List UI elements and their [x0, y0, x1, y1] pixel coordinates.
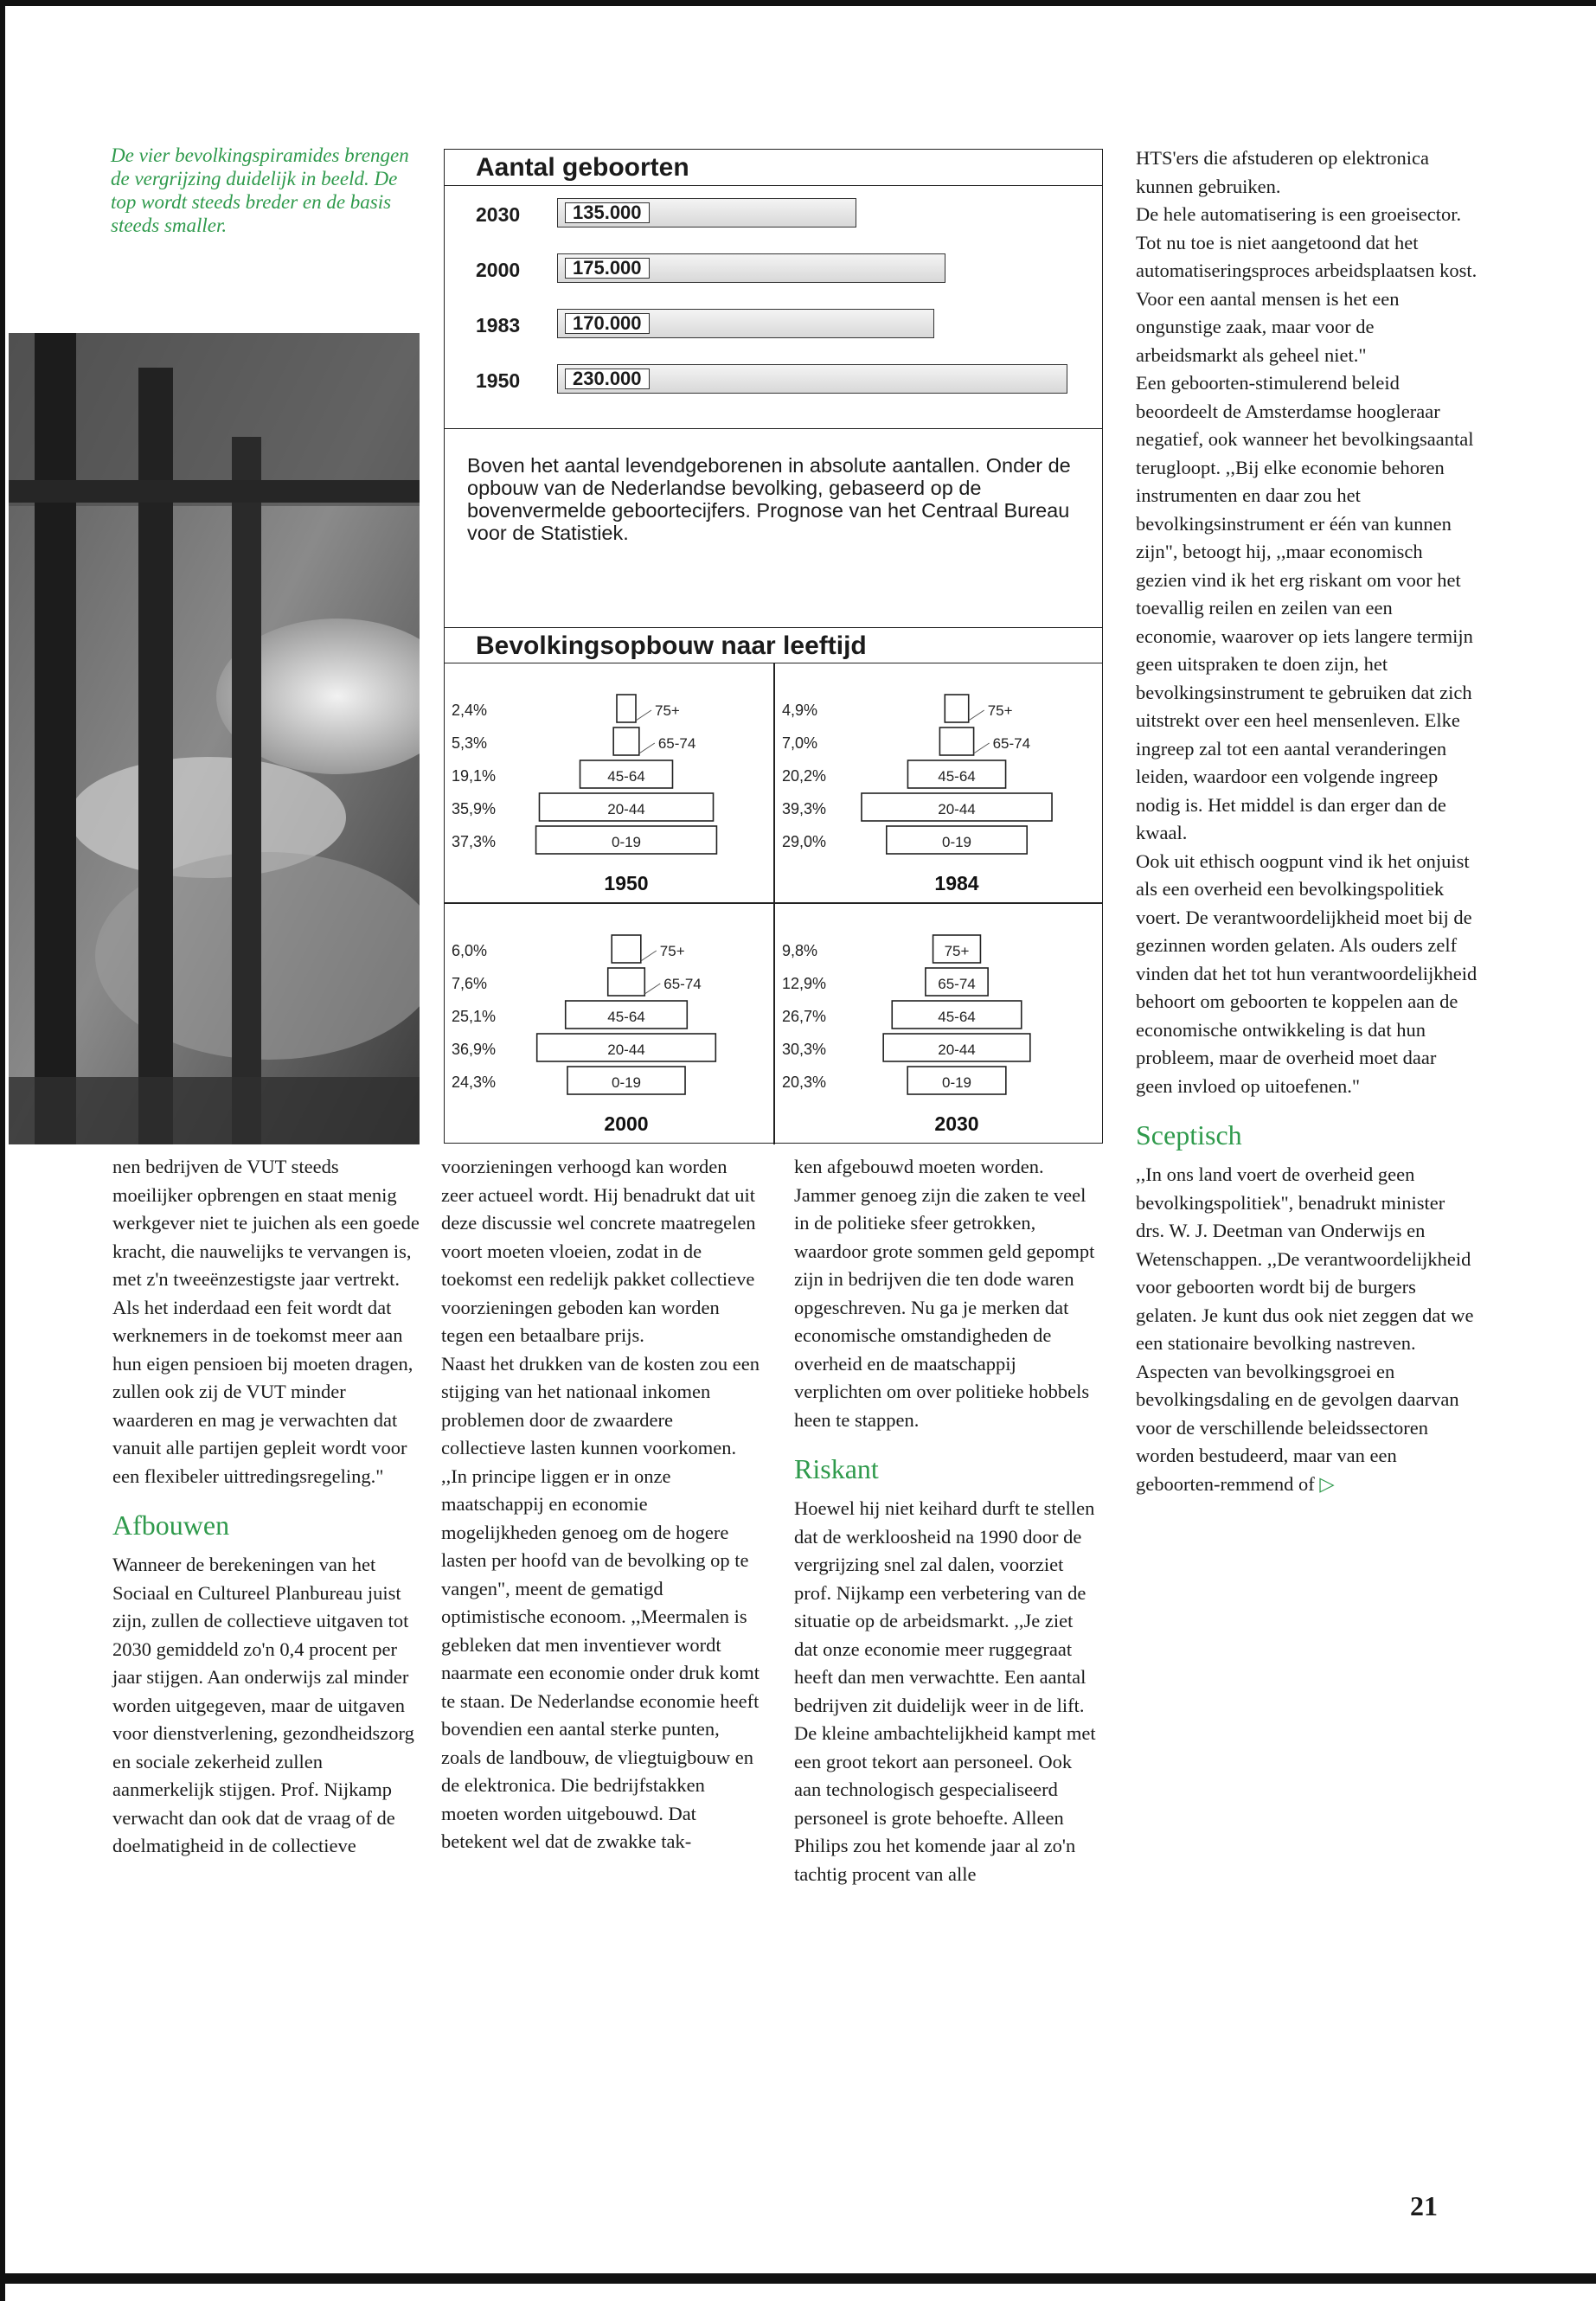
body-paragraph: Hoewel hij niet keihard durft te stellen dat de werkloosheid na 1990 door de vergrijzing snel zal dalen, voorziet prof. Nijkamp een verbetering van de situatie op de arbeidsmarkt. ,,Je ziet dat onze economie meer ruggegraat heeft dan men verwachtte. Een aantal bedrijven zit duidelijk weer in de lift. De kleine ambachtelijkheid kampt met een groot tekort aan personeel. Ook aan technologisch gespecialiseerd personeel is grote behoefte. Alleen Philips zou het komende jaar al zo'n tachtig procent van alle	[794, 1497, 1096, 1885]
pyramid-age-label: 20-44	[938, 1042, 976, 1058]
pyramid-percent-label: 35,9%	[452, 800, 497, 817]
pyramid-percent-label: 4,9%	[782, 702, 818, 719]
body-paragraph: Naast het drukken van de kosten zou een stijging van het nationaal inkomen problemen door de zwaardere collectieve lasten kunnen voorkomen. ,,In principe liggen er in onze maatschappij en economie mogelijkheden genoeg om de hogere lasten per hoofd van de bevolking op te vangen", meent de gematigd optimistische econoom. ,,Meermalen is gebleken dat men inventiever wordt naarmate een economie onder druk komt te staan. De Nederlandse economie heeft bovendien een aantal sterke punten, zoals de landbouw, de vliegtuigbouw en de elektronica. Die bedrijfstakken moeten worden uitgebouwd. Dat betekent wel dat de zwakke tak-	[441, 1352, 760, 1852]
pyramid-bar	[612, 935, 641, 963]
pyramid-bar	[608, 968, 645, 996]
birth-row	[445, 198, 1102, 236]
pyramid-bar	[945, 695, 968, 722]
pyramid-svg	[445, 663, 773, 902]
photo-caption: De vier bevolkingspiramides brengen de vergrijzing duidelijk in beeld. De top wordt steeds breder en de basis steeds smaller.	[111, 144, 409, 236]
birth-year-label: 1950	[476, 369, 521, 392]
page-border-bottom	[0, 2273, 1596, 2284]
pyramid-bar	[617, 695, 636, 722]
birth-value-label: 230.000	[565, 369, 650, 389]
pyramid-age-label: 0-19	[611, 1074, 642, 1091]
pyramid-year-label: 1950	[604, 872, 649, 894]
pyramid-label-leader	[969, 710, 984, 721]
pyramid-label-leader	[641, 951, 657, 961]
pyramid-age-label: 75+	[944, 943, 970, 959]
birth-bar	[557, 309, 934, 338]
body-paragraph: ken afgebouwd moeten worden. Jammer genoeg zijn die zaken te veel in de politieke sfeer getrokken, waardoor grote sommen geld gepompt zijn in bedrijven die ten dode waren opgeschreven. Nu ga je merken dat economische omstandigheden de overheid en de maatschappij verplichten om over politieke hobbels heen te stappen.	[794, 1156, 1095, 1431]
pyramid-age-label: 65-74	[657, 735, 696, 752]
body-paragraph: nen bedrijven de VUT steeds moeilijker opbrengen en staat menig werkgever niet te juichen als een goede kracht, die nauwelijks te vervangen is, met z'n tweeënzestigste jaar vertrekt. Als het inderdaad een feit wordt dat werknemers in de toekomst meer aan hun eigen pensioen bij moeten dragen, zullen ook zij de VUT minder waarderen en mag je verwachten dat vanuit alle partijen gepleit wordt voor een flexibeler uittredingsregeling."	[112, 1156, 420, 1487]
crib-photo-image	[9, 333, 420, 1144]
pyramid-age-label: 65-74	[663, 976, 702, 992]
text-column-4	[1136, 144, 1477, 1498]
pyramid-percent-label: 37,3%	[452, 833, 497, 850]
pyramid-percent-label: 9,8%	[782, 942, 818, 959]
section-heading-riskant: Riskant	[794, 1453, 879, 1484]
pyramid-age-label: 0-19	[941, 834, 972, 850]
pyramid-percent-label: 20,3%	[782, 1074, 827, 1091]
pyramid-percent-label: 20,2%	[782, 767, 827, 785]
pyramid-age-label: 0-19	[941, 1074, 972, 1091]
pyramid-age-label: 0-19	[611, 834, 642, 850]
birth-row	[445, 253, 1102, 292]
pyramid-percent-label: 26,7%	[782, 1008, 827, 1025]
pyramid-percent-label: 5,3%	[452, 734, 488, 752]
pyramid-bar	[613, 727, 639, 755]
body-paragraph: De hele automatisering is een groeisector. Tot nu toe is niet aangetoond dat het automatiseringsproces arbeidsplaatsen kost. Voor een aantal mensen is het een ongunstige zaak, maar voor de arbeidsmarkt als geheel niet."	[1136, 203, 1477, 366]
body-paragraph	[1136, 1161, 1477, 1498]
birth-row	[445, 309, 1102, 347]
pyramid-age-label: 45-64	[938, 1009, 976, 1025]
pyramid-bar	[939, 727, 973, 755]
pyramid-percent-label: 24,3%	[452, 1074, 497, 1091]
pyramid-percent-label: 19,1%	[452, 767, 497, 785]
pyramid-age-label: 20-44	[607, 1042, 645, 1058]
pyramid-age-label: 20-44	[607, 801, 645, 817]
pyramid-percent-label: 7,0%	[782, 734, 818, 752]
pyramid-year-label: 2000	[604, 1112, 649, 1135]
body-paragraph: Een geboorten-stimulerend beleid beoordeelt de Amsterdamse hoogleraar negatief, ook wanneer het bevolkingsaantal terugloopt. ,,Bij elke economie behoren instrumenten en daar zou het bevolkingsinstrument er één van kunnen zijn", betoogt hij, ,,maar economisch gezien vind ik het erg riskant om voor het toevallig reilen en zeilen van een economie, waarover op iets langere termijn geen uitspraken te doen zijn, het bevolkingsinstrument te gebruiken dat zich uitstrekt over een heel mensenleven. Elke ingreep zal tot een aantal veranderingen leiden, waardoor een volgende ingreep nodig is. Het middel is dan erger dan de kwaal.	[1136, 372, 1474, 843]
pyramid-percent-label: 36,9%	[452, 1041, 497, 1058]
pyramid-age-label: 75+	[659, 943, 685, 959]
pyramid-age-label: 45-64	[607, 1009, 645, 1025]
text-column-2	[441, 1153, 761, 1856]
pyramid-panel	[775, 663, 1104, 902]
birth-row	[445, 364, 1102, 402]
birth-year-label: 2000	[476, 259, 521, 281]
page-border-left	[0, 0, 5, 2301]
pyramid-age-label: 65-74	[938, 976, 976, 992]
pyramid-panel	[445, 663, 773, 902]
pyramid-age-label: 65-74	[992, 735, 1031, 752]
pyramid-panel	[445, 904, 773, 1143]
pyramid-svg	[775, 663, 1104, 902]
body-paragraph: Ook uit ethisch oogpunt vind ik het onjuist als een overheid een bevolkingspolitiek voert. De verantwoordelijkheid moet bij de gezinnen worden gelaten. Als ouders zelf vinden dat het tot hun verantwoordelijkheid behoort om geboorten te koppelen aan de economische ontwikkeling is dat hun probleem, maar de overheid moet daar geen invloed op uitoefenen."	[1136, 849, 1477, 1097]
pyramid-year-label: 1984	[934, 872, 979, 894]
pyramid-age-label: 20-44	[938, 801, 976, 817]
body-paragraph: HTS'ers die afstuderen op elektronica kunnen gebruiken.	[1136, 147, 1429, 197]
page-number: 21	[1410, 2190, 1438, 2221]
pyramid-percent-label: 2,4%	[452, 702, 488, 719]
body-paragraph: voorzieningen verhoogd kan worden zeer actueel wordt. Hij benadrukt dat uit deze discussie wel concrete maatregelen voort moeten vloeien, zodat in de toekomst een redelijk pakket collectieve voorzieningen geboden kan worden tegen een betaalbare prijs.	[441, 1156, 756, 1346]
section-heading-sceptisch: Sceptisch	[1136, 1119, 1242, 1150]
pyramid-age-label: 45-64	[938, 768, 976, 785]
pyramid-label-leader	[636, 710, 651, 721]
article-continues-icon: ▷	[1319, 1472, 1335, 1495]
pyramid-svg	[445, 904, 773, 1143]
body-paragraph-text: ,,In ons land voert de overheid geen bevolkingspolitiek", benadrukt minister drs. W. J. Deetman van Onderwijs en Wetenschappen. ,,De verantwoordelijkheid voor geboorten wordt bij de burgers gelaten. Je kunt dus ook niet zeggen dat we een stationaire bevolking nastreven. Aspecten van bevolkingsgroei en bevolkingsdaling en de gevolgen daarvan voor de verschillende beleidssectoren worden bestudeerd, maar van een geboorten-remmend of	[1136, 1163, 1474, 1495]
birth-value-label: 170.000	[565, 313, 650, 334]
pyramid-label-leader	[639, 743, 655, 753]
text-column-1	[112, 1153, 420, 1861]
pyramid-percent-label: 25,1%	[452, 1008, 497, 1025]
pyramid-label-leader	[644, 984, 660, 994]
births-chart-note: Boven het aantal levendgeborenen in absolute aantallen. Onder de opbouw van de Nederlandse bevolking, gebaseerd op de bovenvermelde geboortecijfers. Prognose van het Centraal Bureau voor de Statistiek.	[467, 454, 1071, 544]
section-heading-afbouwen: Afbouwen	[112, 1509, 230, 1541]
pyramid-percent-label: 30,3%	[782, 1041, 827, 1058]
pyramid-age-label: 75+	[655, 702, 680, 719]
page-border-top	[0, 0, 1596, 6]
pyramid-percent-label: 39,3%	[782, 800, 827, 817]
pyramid-label-leader	[974, 743, 990, 753]
birth-value-label: 175.000	[565, 258, 650, 279]
pyramid-percent-label: 12,9%	[782, 975, 827, 992]
birth-value-label: 135.000	[565, 202, 650, 223]
birth-population-chart	[444, 149, 1103, 1144]
birth-year-label: 2030	[476, 203, 521, 226]
birth-year-label: 1983	[476, 314, 521, 336]
pyramid-svg	[775, 904, 1104, 1143]
pyramid-age-label: 75+	[987, 702, 1013, 719]
body-paragraph: Wanneer de berekeningen van het Sociaal en Cultureel Planbureau juist zijn, zullen de collectieve uitgaven tot 2030 gemiddeld zo'n 0,4 procent per jaar stijgen. Aan onderwijs zal minder worden uitgegeven, maar de uitgaven voor dienstverlening, gezondheidszorg en sociale zekerheid zullen aanmerkelijk stijgen. Prof. Nijkamp verwacht dan ook dat de vraag of de doelmatigheid in de collectieve	[112, 1554, 414, 1856]
text-column-3	[794, 1153, 1101, 1888]
pyramid-percent-label: 6,0%	[452, 942, 488, 959]
births-chart-title: Aantal geboorten	[445, 150, 1102, 186]
pyramid-age-label: 45-64	[607, 768, 645, 785]
pyramid-chart-title: Bevolkingsopbouw naar leeftijd	[445, 627, 1102, 663]
birth-bar	[557, 253, 945, 283]
births-bar-area	[445, 186, 1102, 429]
pyramid-percent-label: 29,0%	[782, 833, 827, 850]
pyramid-percent-label: 7,6%	[452, 975, 488, 992]
pyramid-panel	[775, 904, 1104, 1143]
birth-bar	[557, 198, 856, 228]
birth-bar	[557, 364, 1067, 394]
photo-illustration	[9, 333, 420, 1144]
pyramid-year-label: 2030	[934, 1112, 979, 1135]
